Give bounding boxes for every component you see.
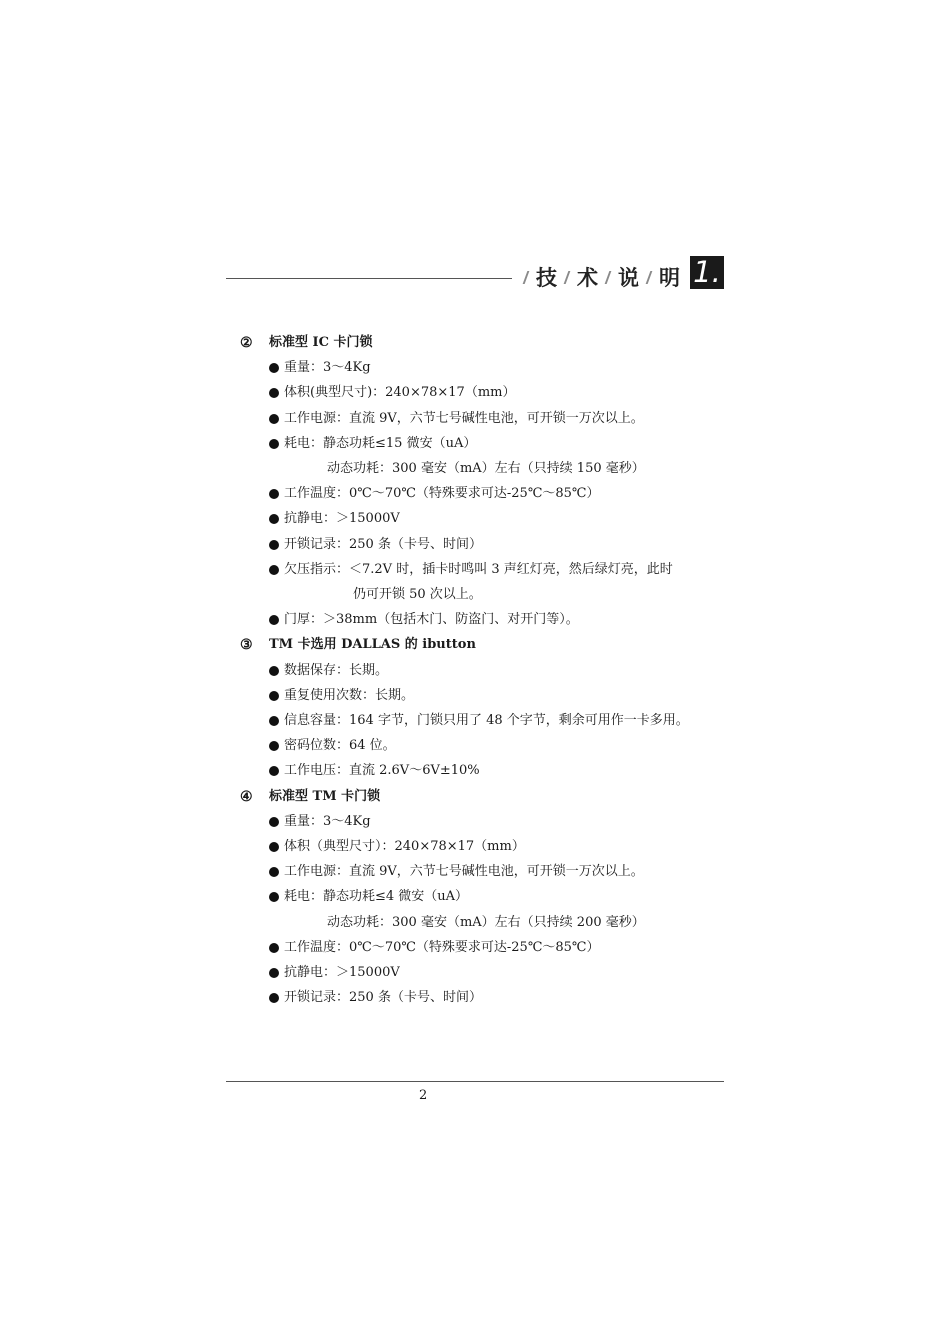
chapter-title-char: 技 [536,266,557,290]
bullet-icon [269,489,279,499]
section-title: 标准型 IC 卡门锁 [269,335,373,350]
spec-item-text: 信息容量：164 字节，门锁只用了 48 个字节，剩余可用作一卡多用。 [284,713,689,728]
bullet-icon [269,766,279,776]
section-number: ④ [240,788,253,805]
chapter-title-char: 术 [577,266,598,290]
slash-divider [646,271,653,284]
bullet-icon [269,691,279,701]
spec-item-text: 开锁记录：250 条（卡号、时间） [284,536,482,552]
section-title: TM 卡选用 DALLAS 的 ibutton [269,637,476,653]
section-number: ③ [240,637,253,654]
bullet-icon [269,666,279,676]
bullet-icon [269,892,279,902]
spec-item-text: 工作电源：直流 9V，六节七号碱性电池，可开锁一万次以上。 [284,410,644,426]
page-number: 2 [419,1088,428,1103]
spec-item-text: 工作温度：0℃～70℃（特殊要求可达-25℃～85℃） [284,939,600,955]
spec-item-text: 重量：3～4Kg [284,813,371,829]
bullet-icon [269,363,279,373]
slash-divider [564,271,571,284]
bullet-icon [269,943,279,953]
slash-divider [605,271,612,284]
bullet-icon [269,741,279,751]
spec-item-text: 耗电：静态功耗≤4 微安（uA） [284,889,469,905]
bullet-icon [269,817,279,827]
bullet-icon [269,565,279,575]
chapter-title-char: 明 [659,266,680,290]
spec-item-continuation-text: 动态功耗：300 毫安（mA）左右（只持续 200 毫秒） [327,914,645,930]
bullet-icon [269,716,279,726]
bullet-icon [269,388,279,398]
spec-item-text: 工作温度：0℃～70℃（特殊要求可达-25℃～85℃） [284,486,600,502]
spec-item-text: 抗静电：＞15000V [284,965,400,980]
bullet-icon [269,439,279,449]
bullet-icon [269,993,279,1003]
bullet-icon [269,615,279,625]
slash-divider [523,271,530,284]
spec-item-text: 工作电源：直流 9V，六节七号碱性电池，可开锁一万次以上。 [284,864,644,880]
spec-item-text: 门厚：＞38mm（包括木门、防盗门、对开门等）。 [284,612,579,628]
chapter-title [516,262,680,292]
bullet-icon [269,414,279,424]
chapter-number-badge: 1. [690,256,724,289]
spec-item-text: 数据保存：长期。 [284,662,389,678]
spec-item-text: 开锁记录：250 条（卡号、时间） [284,990,482,1006]
bullet-icon [269,540,279,550]
spec-item-continuation-text: 仍可开锁 50 次以上。 [353,587,482,602]
spec-item-text: 重量：3～4Kg [284,360,371,376]
spec-item-text: 耗电：静态功耗≤15 微安（uA） [284,435,477,451]
section-title: 标准型 TM 卡门锁 [269,788,381,804]
spec-item-text: 重复使用次数：长期。 [284,687,415,703]
spec-item-text: 欠压指示：＜7.2V 时，插卡时鸣叫 3 声红灯亮，然后绿灯亮，此时 [284,561,673,577]
footer-rule [226,1081,724,1082]
section-number: ② [240,335,253,351]
bullet-icon [269,842,279,852]
spec-item-text: 工作电压：直流 2.6V～6V±10% [284,763,480,779]
bullet-icon [269,867,279,877]
spec-item-text: 密码位数：64 位。 [284,738,396,754]
bullet-icon [269,514,279,524]
bullet-icon [269,968,279,978]
chapter-title-char: 说 [618,266,639,290]
spec-item-text: 体积（典型尺寸）：240×78×17（mm） [284,839,525,854]
spec-item-text: 抗静电：＞15000V [284,511,400,527]
spec-item-continuation-text: 动态功耗：300 毫安（mA）左右（只持续 150 毫秒） [327,461,645,476]
spec-item-text: 体积(典型尺寸)：240×78×17（mm） [284,385,516,401]
header-rule [226,278,512,279]
